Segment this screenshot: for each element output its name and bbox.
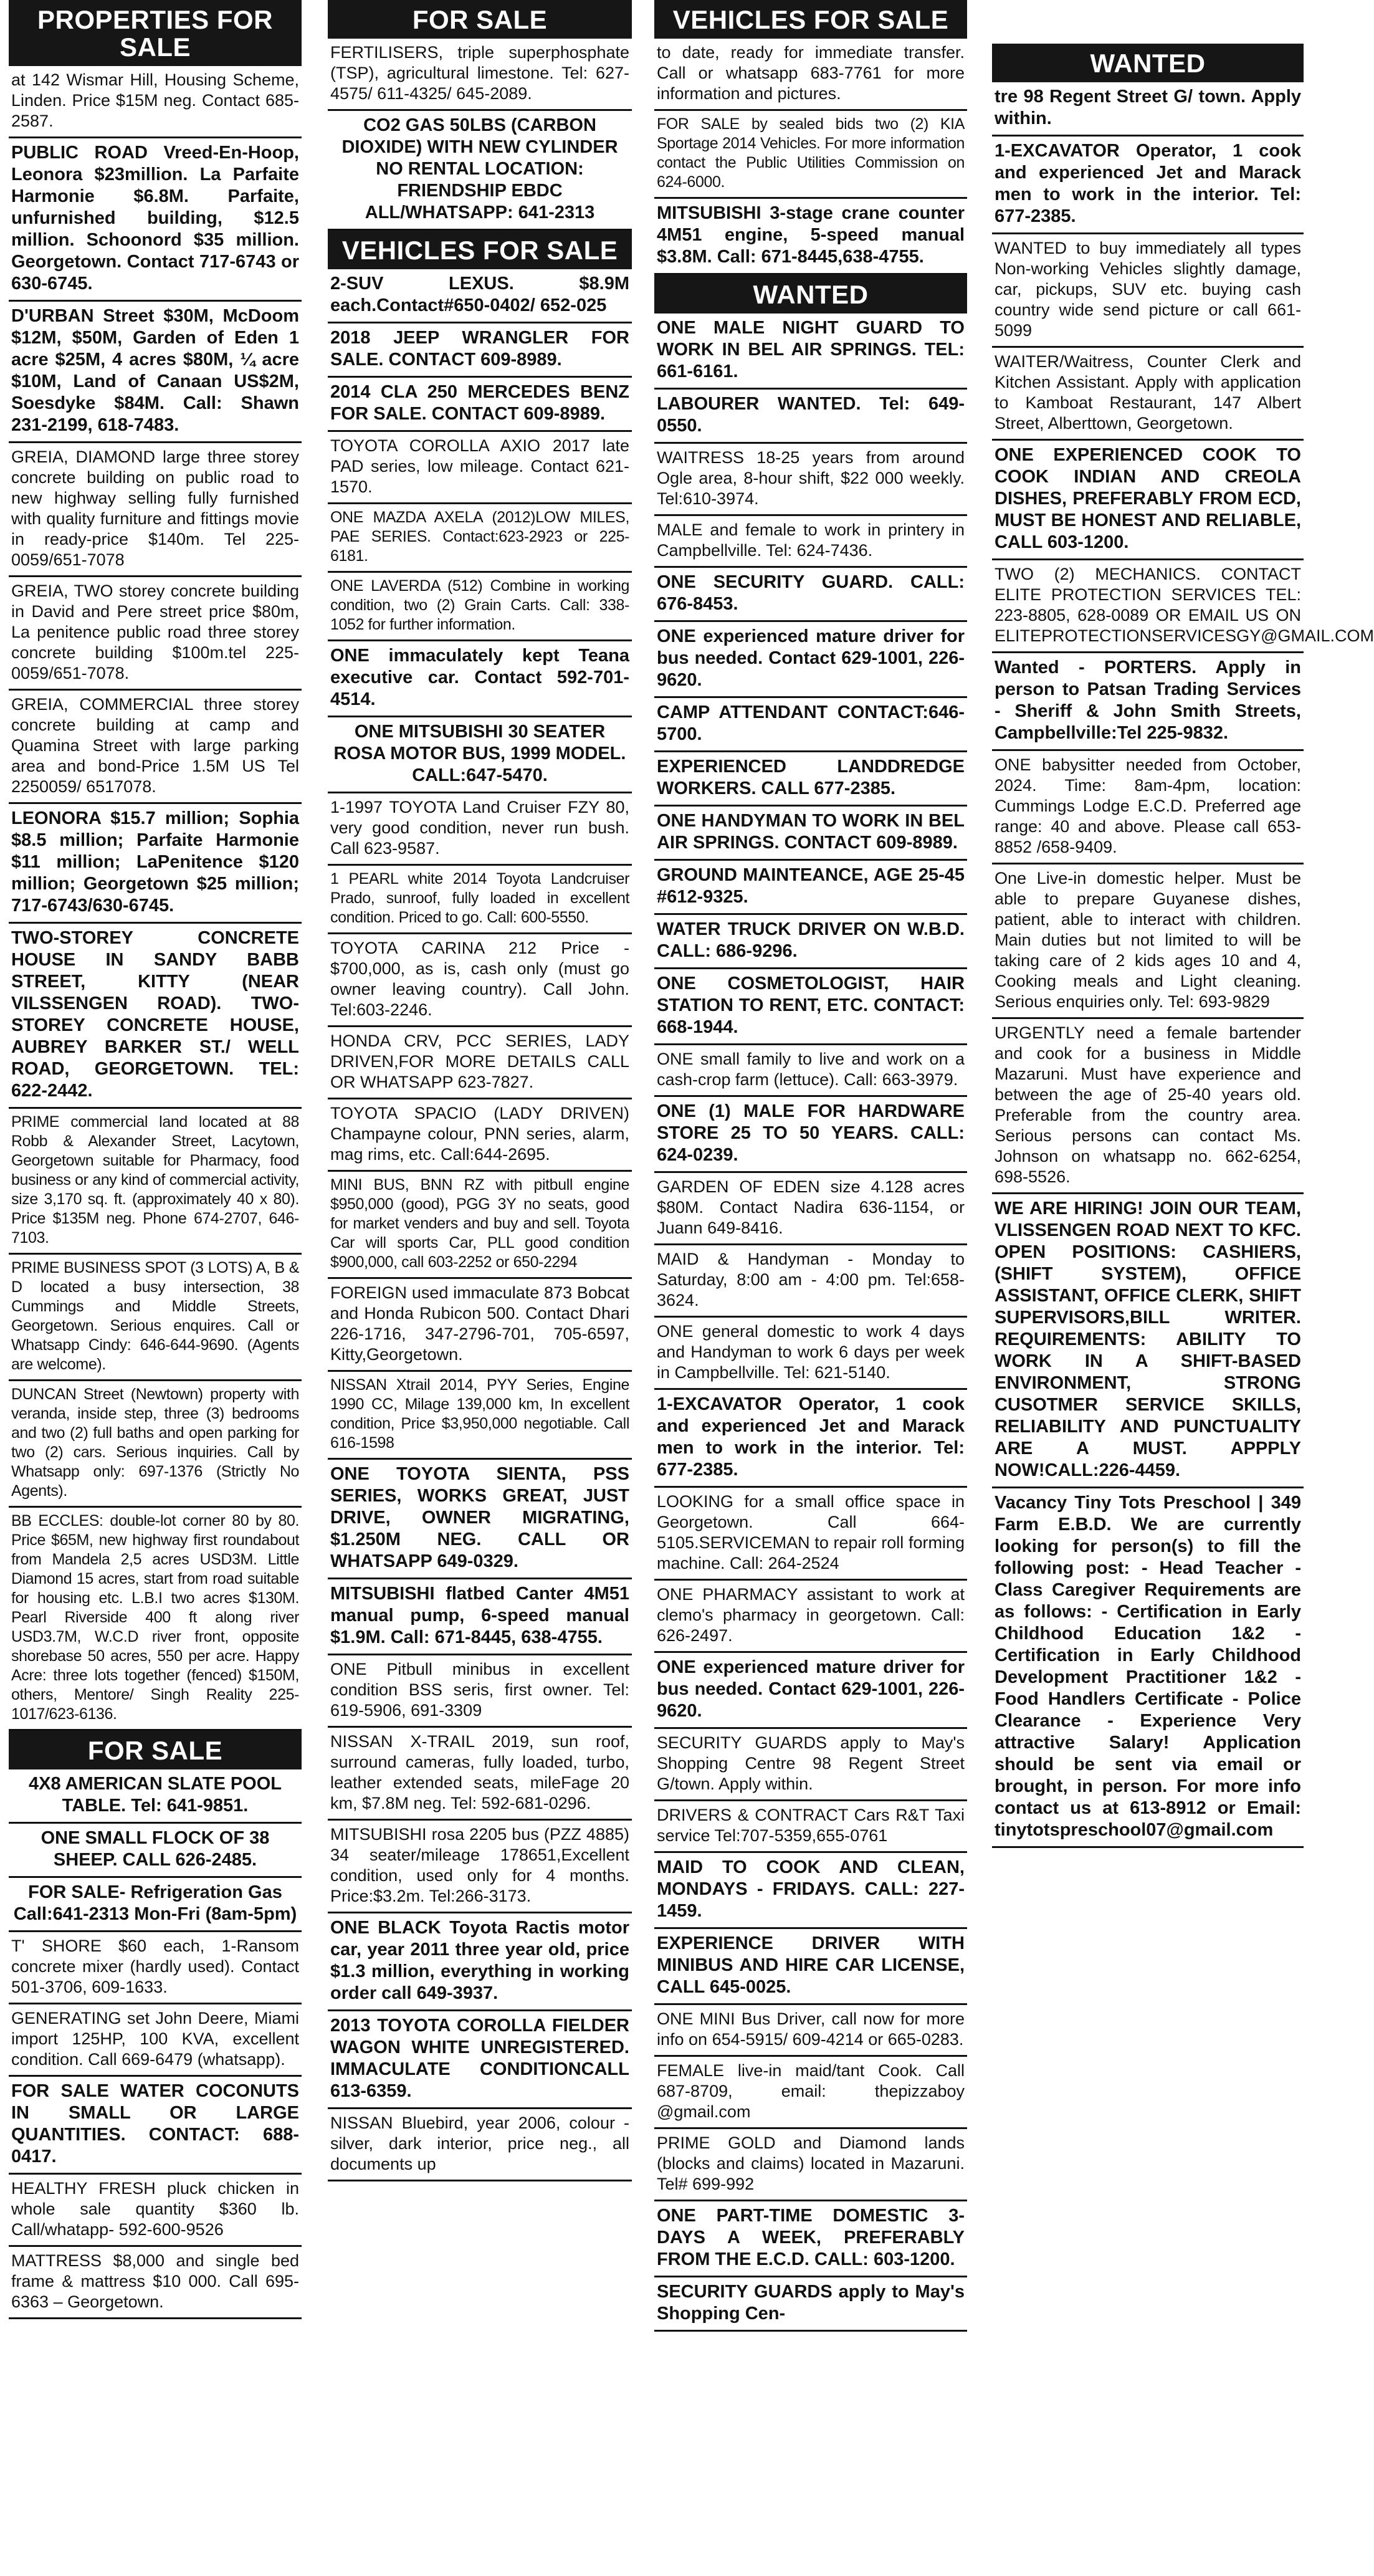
classified-ad: 4X8 AMERICAN SLATE POOL TABLE. Tel: 641-9851.: [9, 1769, 302, 1824]
classified-ad: ONE experienced mature driver for bus needed. Contact 629-1001, 226-9620.: [654, 622, 967, 698]
classified-ad: ONE MAZDA AXELA (2012)LOW MILES, PAE SERIES. Contact:623-2923 or 225-6181.: [328, 504, 632, 573]
classified-ad: FEMALE live-in maid/tant Cook. Call 687-8709, email: thepizzaboy @gmail.com: [654, 2057, 967, 2129]
ads-properties: [9, 66, 302, 1731]
classified-ad: TOYOTA SPACIO (LADY DRIVEN) Champayne colour, PNN series, alarm, mag rims, etc. Call:644-2695.: [328, 1099, 632, 1172]
classified-ad: MINI BUS, BNN RZ with pitbull engine $950,000 (good), PGG 3Y no seats, good for market venders and buy and sell. Toyota Car will sports Car, PLL good condition $900,000, call 603-2252 or 650-2294: [328, 1172, 632, 1279]
classified-ad: ONE general domestic to work 4 days and Handyman to work 6 days per week in Campbellville. Tel: 621-5140.: [654, 1318, 967, 1390]
classified-ad: SECURITY GUARDS apply to May's Shopping Cen-: [654, 2277, 967, 2332]
classified-ad: ONE PART-TIME DOMESTIC 3-DAYS A WEEK, PREFERABLY FROM THE E.C.D. CALL: 603-1200.: [654, 2201, 967, 2277]
classified-ad: BB ECCLES: double-lot corner 80 by 80. Price $65M, new highway first roundabout from Mandela 2,5 acres USD3M. Little Diamond 15 acres, start from road suitable for housing etc. L.B.I two acres $130M. Pearl Riverside 400 ft along river USD3.7M, W.C.D river front, opposite shorebase 50 acres, 550 per acre. Happy Acre: three lots together (fenced) $150M, others, Mentore/ Singh Reality 225-1017/623-6136.: [9, 1508, 302, 1731]
classified-ad: ONE immaculately kept Teana executive car. Contact 592-701-4514.: [328, 641, 632, 717]
classified-ad: TOYOTA COROLLA AXIO 2017 late PAD series, low mileage. Contact 621-1570.: [328, 432, 632, 504]
classified-ad: MATTRESS $8,000 and single bed frame & mattress $10 000. Call 695-6363 – Georgetown.: [9, 2247, 302, 2319]
classified-ad: FOR SALE by sealed bids two (2) KIA Sportage 2014 Vehicles. For more information contact the Public Utilities Commission on 624-6000.: [654, 111, 967, 199]
classified-ad: LOOKING for a small office space in Georgetown. Call 664-5105.SERVICEMAN to repair roll forming machine. Call: 264-2524: [654, 1488, 967, 1581]
classified-ad: Wanted - PORTERS. Apply in person to Patsan Trading Services - Sheriff & John Smith Streets, Campbellville:Tel 225-9832.: [992, 653, 1304, 751]
section-header-wanted: WANTED: [992, 44, 1304, 82]
classified-ad: 1-EXCAVATOR Operator, 1 cook and experienced Jet and Marack men to work in the interior. Tel: 677-2385.: [654, 1390, 967, 1488]
classified-ad: Vacancy Tiny Tots Preschool | 349 Farm E.B.D. We are currently looking for person(s) to fill the following post: - Head Teacher - Class Caregiver Requirements are as follows: - Certification in Early Childhood Education 1&2 - Certification in Early Childhood Development Practitioner 1&2 - Food Handlers Certificate - Police Clearance - Experience Very attractive Salary! Application should be sent via email or brought, in person. For more info contact us at 613-8912 or Email: tinytotspreschool07@gmail.com: [992, 1488, 1304, 1848]
classified-ad: HEALTHY FRESH pluck chicken in whole sale quantity $360 lb. Call/whatapp- 592-600-9526: [9, 2175, 302, 2247]
classified-ad: D'URBAN Street $30M, McDoom $12M, $50M, Garden of Eden 1 acre $25M, 4 acres $80M, ¼ acre $10M, Land of Canaan US$2M, Soesdyke $84M. Call: Shawn 231-2199, 618-7483.: [9, 302, 302, 443]
classified-ad: URGENTLY need a female bartender and cook for a business in Middle Mazaruni. Must have experience and between the age of 25-40 years old. Preferable from the country area. Serious persons can contact Ms. Johnson on whatsapp no. 662-6254, 698-5526.: [992, 1019, 1304, 1194]
classified-ad: ONE MALE NIGHT GUARD TO WORK IN BEL AIR SPRINGS. TEL: 661-6161.: [654, 314, 967, 390]
classified-ad: DUNCAN Street (Newtown) property with veranda, inside step, three (3) bedrooms and two (2) full baths and open parking for two (2) cars. Serious inquiries. Call by Whatsapp only: 697-1376 (Strictly No Agents).: [9, 1381, 302, 1508]
classified-ad: ONE babysitter needed from October, 2024. Time: 8am-4pm, location: Cummings Lodge E.C.D. Preferred age range: 40 and above. Please call 653-8852 /658-9409.: [992, 751, 1304, 864]
classified-ad: 2014 CLA 250 MERCEDES BENZ FOR SALE. CONTACT 609-8989.: [328, 378, 632, 432]
classified-ad: 1-1997 TOYOTA Land Cruiser FZY 80, very good condition, never run bush. Call 623-9587.: [328, 793, 632, 866]
classified-ad: 2-SUV LEXUS. $8.9M each.Contact#650-0402/ 652-025: [328, 269, 632, 323]
column-top-space: [992, 0, 1304, 44]
classified-ad: WAITER/Waitress, Counter Clerk and Kitchen Assistant. Apply with application to Kamboat Restaurant, 147 Albert Street, Alberttown, Georgetown.: [992, 348, 1304, 441]
classified-ad: at 142 Wismar Hill, Housing Scheme, Linden. Price $15M neg. Contact 685-2587.: [9, 66, 302, 138]
ads-for-sale: [328, 39, 632, 231]
classified-ad: ONE small family to live and work on a cash-crop farm (lettuce). Call: 663-3979.: [654, 1045, 967, 1097]
classified-ad: 1 PEARL white 2014 Toyota Landcruiser Prado, sunroof, fully loaded in excellent condition. Priced to go. Call: 600-5550.: [328, 866, 632, 934]
classified-ad: ONE MITSUBISHI 30 SEATER ROSA MOTOR BUS, 1999 MODEL. CALL:647-5470.: [328, 717, 632, 793]
section-header-vehicles-for-sale: VEHICLES FOR SALE: [328, 231, 632, 269]
classified-ad: MITSUBISHI rosa 2205 bus (PZZ 4885) 34 seater/mileage 178651,Excellent condition, used only for 4 months. Price:$3.2m. Tel:266-3173.: [328, 1821, 632, 1913]
classified-ad: TWO (2) MECHANICS. CONTACT ELITE PROTECTION SERVICES TEL: 223-8805, 628-0089 OR EMAIL US ON ELITEPROTECTIONSERVICESGY@GMAIL.COM: [992, 560, 1304, 653]
classified-ad: ONE TOYOTA SIENTA, PSS SERIES, WORKS GREAT, JUST DRIVE, OWNER MIGRATING, $1.250M NEG. CALL OR WHATSAPP 649-0329.: [328, 1460, 632, 1579]
classified-ad: MAID TO COOK AND CLEAN, MONDAYS - FRIDAYS. CALL: 227-1459.: [654, 1853, 967, 1929]
classified-ad: NISSAN Xtrail 2014, PYY Series, Engine 1990 CC, Milage 139,000 km, In excellent condition, Price $3,950,000 negotiable. Call 616-1598: [328, 1372, 632, 1460]
classified-ad: ONE COSMETOLOGIST, HAIR STATION TO RENT, ETC. CONTACT: 668-1944.: [654, 969, 967, 1045]
classified-ad: NISSAN X-TRAIL 2019, sun roof, surround cameras, fully loaded, turbo, leather extended seats, mileFage 20 km, $7.8M neg. Tel: 592-681-0296.: [328, 1728, 632, 1821]
classified-ad: ONE SMALL FLOCK OF 38 SHEEP. CALL 626-2485.: [9, 1824, 302, 1878]
classified-ad: CAMP ATTENDANT CONTACT:646-5700.: [654, 698, 967, 752]
section-header-wanted: WANTED: [654, 275, 967, 314]
classified-ad: MAID & Handyman - Monday to Saturday, 8:00 am - 4:00 pm. Tel:658-3624.: [654, 1245, 967, 1318]
classified-ad: GENERATING set John Deere, Miami import 125HP, 100 KVA, excellent condition. Call 669-6479 (whatsapp).: [9, 2004, 302, 2077]
classified-ad: DRIVERS & CONTRACT Cars R&T Taxi service Tel:707-5359,655-0761: [654, 1801, 967, 1853]
classified-ad: PUBLIC ROAD Vreed-En-Hoop, Leonora $23million. La Parfaite Harmonie $6.8M. Parfaite, unfurnished building, $12.5 million. Schoonord $35 million. Georgetown. Contact 717-6743 or 630-6745.: [9, 138, 302, 302]
classified-ad: EXPERIENCED LANDDREDGE WORKERS. CALL 677-2385.: [654, 752, 967, 807]
classified-ad: PRIME BUSINESS SPOT (3 LOTS) A, B & D located a busy intersection, 38 Cummings and Middle Streets, Georgetown. Serious enquires. Call or Whatsapp Cindy: 646-644-9690. (Agents are welcome).: [9, 1255, 302, 1381]
classified-ad: to date, ready for immediate transfer. Call or whatsapp 683-7761 for more information and pictures.: [654, 39, 967, 111]
ads-for-sale: [9, 1769, 302, 2319]
classified-ad: HONDA CRV, PCC SERIES, LADY DRIVEN,FOR MORE DETAILS CALL OR WHATSAPP 623-7827.: [328, 1027, 632, 1099]
ads-vehicles: [654, 39, 967, 275]
classified-ad: LEONORA $15.7 million; Sophia $8.5 million; Parfaite Harmonie $11 million; LaPenitence $120 million; Georgetown $25 million; 717-6743/630-6745.: [9, 804, 302, 924]
ads-wanted: [654, 314, 967, 2332]
classified-ad: TOYOTA CARINA 212 Price - $700,000, as is, cash only (must go owner leaving country). Call John. Tel:603-2246.: [328, 934, 632, 1027]
classified-ad: ONE SECURITY GUARD. CALL: 676-8453.: [654, 568, 967, 622]
classified-ad: ONE MINI Bus Driver, call now for more info on 654-5915/ 609-4214 or 665-0283.: [654, 2005, 967, 2057]
classified-ad: NISSAN Bluebird, year 2006, colour - silver, dark interior, price neg., all documents up: [328, 2109, 632, 2181]
classified-ad: WAITRESS 18-25 years from around Ogle area, 8-hour shift, $22 000 weekly. Tel:610-3974.: [654, 444, 967, 516]
classified-ad: TWO-STOREY CONCRETE HOUSE IN SANDY BABB STREET, KITTY (NEAR VILSSENGEN ROAD). TWO-STOREY CONCRETE HOUSE, AUBREY BARKER ST./ WELL ROAD, GEORGETOWN. TEL: 622-2442.: [9, 924, 302, 1109]
ads-wanted: [992, 82, 1374, 1848]
classified-ad: EXPERIENCE DRIVER WITH MINIBUS AND HIRE CAR LICENSE, CALL 645-0025.: [654, 1929, 967, 2005]
classified-ad: FERTILISERS, triple superphosphate (TSP), agricultural limestone. Tel: 627-4575/ 611-4325/ 645-2089.: [328, 39, 632, 111]
classified-ad: tre 98 Regent Street G/ town. Apply within.: [992, 82, 1304, 136]
ads-vehicles: [328, 269, 632, 2181]
classified-ad: FOREIGN used immaculate 873 Bobcat and Honda Rubicon 500. Contact Dhari 226-1716, 347-2796-701, 705-6597, Kitty,Georgetown.: [328, 1279, 632, 1372]
classified-ad: ONE LAVERDA (512) Combine in working condition, two (2) Grain Carts. Call: 338-1052 for further information.: [328, 573, 632, 641]
classified-ad: One Live-in domestic helper. Must be able to prepare Guyanese dishes, patient, able to interact with children. Main duties but not limited to will be taking care of 2 kids ages 10 and 4, Cooking meals and Light cleaning. Serious enquiries only. Tel: 693-9829: [992, 864, 1304, 1019]
classified-ad: WE ARE HIRING! JOIN OUR TEAM, VLISSENGEN ROAD NEXT TO KFC. OPEN POSITIONS: CASHIERS, (SHIFT SYSTEM), OFFICE ASSISTANT, OFFICE CLERK, SHIFT SUPERVISORS,BILL WRITER. REQUIREMENTS: ABILITY TO WORK IN A SHIFT-BASED ENVIRONMENT, STRONG CUSOTMER SERVICE SKILLS, RELIABILITY AND PUNCTUALITY ARE A MUST. APPPLY NOW!CALL:226-4459.: [992, 1194, 1304, 1488]
classified-ad: CO2 GAS 50LBS (CARBON DIOXIDE) WITH NEW CYLINDER NO RENTAL LOCATION: FRIENDSHIP EBDC ALL/WHATSAPP: 641-2313: [328, 111, 632, 231]
classified-ad: ONE Pitbull minibus in excellent condition BSS seris, first owner. Tel: 619-5906, 691-3309: [328, 1655, 632, 1728]
classified-ad: T' SHORE $60 each, 1-Ransom concrete mixer (hardly used). Contact 501-3706, 609-1633.: [9, 1932, 302, 2004]
classified-ad: ONE BLACK Toyota Ractis motor car, year 2011 three year old, price $1.3 million, everything in working order call 649-3937.: [328, 1913, 632, 2011]
classified-ad: GREIA, TWO storey concrete building in David and Pere street price $80m, La penitence public road three storey concrete building $100m.tel 225-0059/651-7078.: [9, 577, 302, 691]
classified-ad: PRIME commercial land located at 88 Robb & Alexander Street, Lacytown, Georgetown suitable for Pharmacy, food business or any kind of commercial activity, size 3,170 sq. ft. (approximately 40 x 80). Price $135M neg. Phone 674-2707, 646-7103.: [9, 1109, 302, 1255]
classified-ad: GROUND MAINTEANCE, AGE 25-45 #612-9325.: [654, 861, 967, 915]
classified-ad: GARDEN OF EDEN size 4.128 acres $80M. Contact Nadira 636-1154, or Juann 649-8416.: [654, 1173, 967, 1245]
classified-ad: SECURITY GUARDS apply to May's Shopping Centre 98 Regent Street G/town. Apply within.: [654, 1729, 967, 1801]
classified-ad: LABOURER WANTED. Tel: 649-0550.: [654, 390, 967, 444]
column-2: [328, 0, 632, 2576]
classified-ad: ONE PHARMACY assistant to work at clemo's pharmacy in georgetown. Call: 626-2497.: [654, 1581, 967, 1653]
classified-ad: FOR SALE- Refrigeration Gas Call:641-2313 Mon-Fri (8am-5pm): [9, 1878, 302, 1932]
classified-ad: GREIA, COMMERCIAL three storey concrete building at camp and Quamina Street with large parking area and bond-Price 1.5M US Tel 2250059/ 6517078.: [9, 691, 302, 804]
column-1: [9, 0, 302, 2576]
section-header-properties-for-sale: PROPERTIES FOR SALE: [9, 0, 302, 66]
classified-ad: ONE (1) MALE FOR HARDWARE STORE 25 TO 50 YEARS. CALL: 624-0239.: [654, 1097, 967, 1173]
section-header-for-sale: FOR SALE: [328, 0, 632, 39]
classified-ad: ONE HANDYMAN TO WORK IN BEL AIR SPRINGS. CONTACT 609-8989.: [654, 807, 967, 861]
classified-ad: ONE experienced mature driver for bus needed. Contact 629-1001, 226-9620.: [654, 1653, 967, 1729]
classified-ad: WATER TRUCK DRIVER ON W.B.D. CALL: 686-9296.: [654, 915, 967, 969]
section-header-vehicles-for-sale: VEHICLES FOR SALE: [654, 0, 967, 39]
classified-ad: 2018 JEEP WRANGLER FOR SALE. CONTACT 609-8989.: [328, 323, 632, 378]
classified-ad: FOR SALE WATER COCONUTS IN SMALL OR LARGE QUANTITIES. CONTACT: 688-0417.: [9, 2077, 302, 2175]
section-header-for-sale: FOR SALE: [9, 1731, 302, 1769]
classified-ad: MITSUBISHI flatbed Canter 4M51 manual pump, 6-speed manual $1.9M. Call: 671-8445, 638-4755.: [328, 1579, 632, 1655]
classified-ad: 1-EXCAVATOR Operator, 1 cook and experienced Jet and Marack men to work in the interior. Tel: 677-2385.: [992, 136, 1304, 234]
classified-ad: 2013 TOYOTA COROLLA FIELDER WAGON WHITE UNREGISTERED. IMMACULATE CONDITIONCALL 613-6359.: [328, 2011, 632, 2109]
classified-ad: ONE EXPERIENCED COOK TO COOK INDIAN AND CREOLA DISHES, PREFERABLY FROM ECD, MUST BE HONEST AND RELIABLE, CALL 603-1200.: [992, 441, 1304, 560]
column-4: [992, 0, 1374, 2576]
classified-ad: PRIME GOLD and Diamond lands (blocks and claims) located in Mazaruni. Tel# 699-992: [654, 2129, 967, 2201]
classified-ad: WANTED to buy immediately all types Non-working Vehicles slightly damage, car, pickups, SUV etc. buying cash country wide send picture or call 661-5099: [992, 234, 1304, 348]
classified-ad: MITSUBISHI 3-stage crane counter 4M51 engine, 5-speed manual $3.8M. Call: 671-8445,638-4755.: [654, 199, 967, 275]
column-3: [654, 0, 967, 2576]
classified-ad: GREIA, DIAMOND large three storey concrete building on public road to new highway selling fully furnished with quality furniture and fittings movie in ready-price $140m. Tel 225-0059/651-7078: [9, 443, 302, 577]
classified-ad: MALE and female to work in printery in Campbellville. Tel: 624-7436.: [654, 516, 967, 568]
